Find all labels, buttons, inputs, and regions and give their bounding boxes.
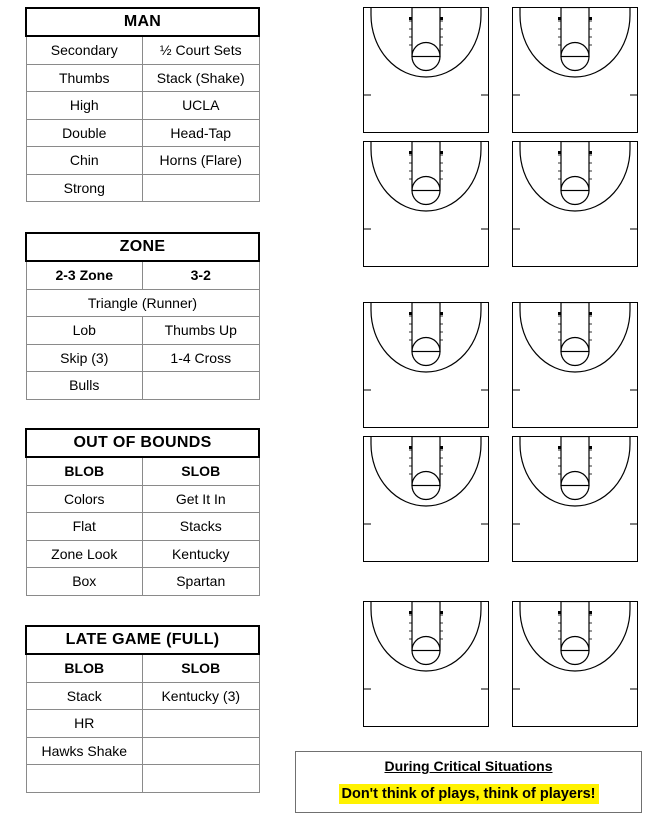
- table-header-row: [26, 261, 259, 289]
- table-row: [26, 710, 259, 738]
- man-plays-table: [25, 7, 260, 202]
- column-header: SLOB: [143, 654, 260, 682]
- table-row: [26, 147, 259, 175]
- half-court-diagram: [363, 141, 489, 267]
- table-row: [26, 485, 259, 513]
- half-court-diagram: [512, 7, 638, 133]
- table-row: [26, 344, 259, 372]
- table-row: [26, 568, 259, 596]
- table-cell: Triangle (Runner): [26, 289, 259, 317]
- table-row: [26, 174, 259, 202]
- table-cell: Thumbs: [26, 64, 143, 92]
- table-cell: UCLA: [143, 92, 260, 120]
- callout-message: Don't think of plays, think of players!: [339, 784, 599, 804]
- half-court-diagram: [363, 436, 489, 562]
- table-cell: Double: [26, 119, 143, 147]
- half-court-diagram: [512, 436, 638, 562]
- table-cell: Strong: [26, 174, 143, 202]
- table-cell: Horns (Flare): [143, 147, 260, 175]
- table-cell: HR: [26, 710, 143, 738]
- half-court-diagram: [363, 601, 489, 727]
- late-game-title: LATE GAME (FULL): [26, 626, 259, 654]
- table-cell: Head-Tap: [143, 119, 260, 147]
- table-cell: Flat: [26, 513, 143, 541]
- table-cell: Stack: [26, 682, 143, 710]
- table-row: [26, 372, 259, 400]
- column-header: BLOB: [26, 654, 143, 682]
- half-court-diagram: [512, 302, 638, 428]
- table-cell: [143, 174, 260, 202]
- half-court-diagram: [363, 302, 489, 428]
- table-cell: Spartan: [143, 568, 260, 596]
- oob-title: OUT OF BOUNDS: [26, 429, 259, 457]
- table-cell: 1-4 Cross: [143, 344, 260, 372]
- table-row: [26, 737, 259, 765]
- table-row: [26, 540, 259, 568]
- half-court-diagram: [512, 141, 638, 267]
- table-cell: Kentucky (3): [143, 682, 260, 710]
- table-row: [26, 64, 259, 92]
- critical-situations-callout: [295, 751, 642, 813]
- table-cell: Stacks: [143, 513, 260, 541]
- table-row: [26, 119, 259, 147]
- table-cell: Box: [26, 568, 143, 596]
- table-header-row: [26, 654, 259, 682]
- table-row: [26, 513, 259, 541]
- table-row: [26, 289, 259, 317]
- table-cell: Colors: [26, 485, 143, 513]
- table-cell: Lob: [26, 317, 143, 345]
- table-cell: High: [26, 92, 143, 120]
- table-cell: [143, 372, 260, 400]
- table-cell: Kentucky: [143, 540, 260, 568]
- table-cell: Bulls: [26, 372, 143, 400]
- table-cell: Zone Look: [26, 540, 143, 568]
- late-game-table: [25, 625, 260, 793]
- column-header: SLOB: [143, 457, 260, 485]
- table-cell: Secondary: [26, 36, 143, 64]
- table-cell: Chin: [26, 147, 143, 175]
- table-cell: Hawks Shake: [26, 737, 143, 765]
- table-header-row: [26, 457, 259, 485]
- man-title: MAN: [26, 8, 259, 36]
- out-of-bounds-table: [25, 428, 260, 596]
- table-row: [26, 682, 259, 710]
- table-cell: Skip (3): [26, 344, 143, 372]
- half-court-diagram: [512, 601, 638, 727]
- table-cell: ½ Court Sets: [143, 36, 260, 64]
- table-cell: Get It In: [143, 485, 260, 513]
- table-cell: [143, 765, 260, 793]
- column-header: BLOB: [26, 457, 143, 485]
- table-row: [26, 317, 259, 345]
- table-row: [26, 36, 259, 64]
- table-row: [26, 92, 259, 120]
- column-header: 2-3 Zone: [26, 261, 143, 289]
- table-cell: Thumbs Up: [143, 317, 260, 345]
- table-cell: [143, 737, 260, 765]
- zone-title: ZONE: [26, 233, 259, 261]
- table-cell: [143, 710, 260, 738]
- callout-heading: During Critical Situations: [384, 758, 553, 774]
- table-row: [26, 765, 259, 793]
- zone-plays-table: [25, 232, 260, 400]
- table-cell: [26, 765, 143, 793]
- half-court-diagram: [363, 7, 489, 133]
- callout-message-row: [296, 785, 641, 803]
- table-cell: Stack (Shake): [143, 64, 260, 92]
- column-header: 3-2: [143, 261, 260, 289]
